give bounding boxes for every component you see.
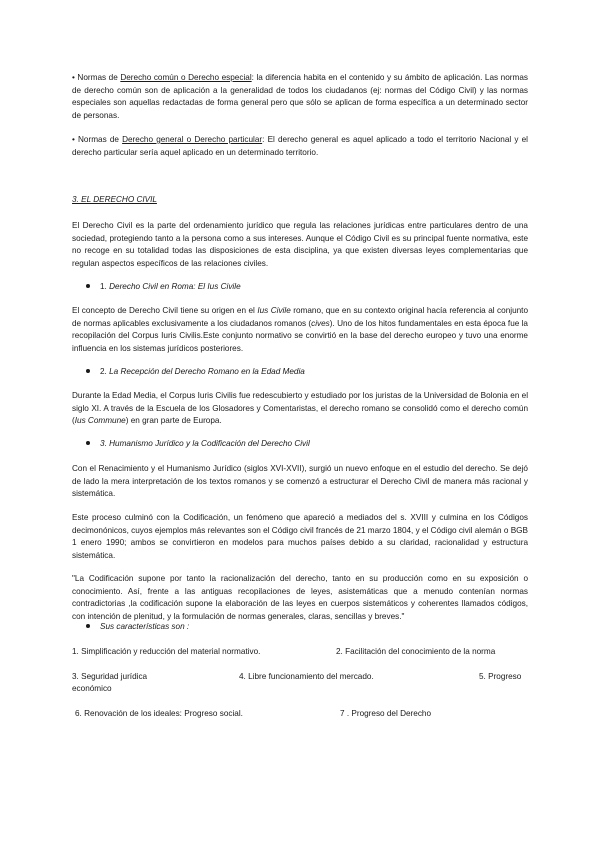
quote-text: "La Codificación supone por tanto la racionalización del derecho, tanto en su producción como en su exposición o conocimiento. Así, frente a las antiguas recopilaciones de leyes, asistemáticas que a menudo contenían normas contradictorias ,la codificación supone la elaboración de las leyes en cuerpos sistemáticos y coherentes llamados códigos, con intención de plenitud, y la formulación de normas generales, claras, sencillas y breves." bbox=[72, 574, 528, 621]
list-item: 5. Progreso bbox=[479, 672, 522, 681]
bullet-number: 2. bbox=[100, 367, 107, 376]
humanismo-text: Con el Renacimiento y el Humanismo Jurídico (siglos XVI-XVII), surgió un nuevo enfoque en el estudio del derecho. Se dejó de lado la mera interpretación de los textos romanos y se comenzó a estructurar el Derecho Civil de manera más racional y sistemática. bbox=[72, 464, 528, 499]
list-item: 7 . Progreso del Derecho bbox=[340, 709, 432, 718]
term-derecho-general: Derecho general o Derecho particular bbox=[122, 135, 263, 144]
list-item: 6. Renovación de los ideales: Progreso social. bbox=[75, 709, 243, 718]
bullet-lead: • Normas de bbox=[72, 135, 123, 144]
intro-paragraph bbox=[72, 220, 528, 270]
paragraph-humanismo bbox=[72, 463, 528, 501]
text-run: romano, que en su contexto original hacía referencia al conjunto de normas aplicables exclusivamente a los ciudadanos romanos ( bbox=[72, 306, 529, 328]
term-cives: cives bbox=[311, 318, 330, 328]
text-run: ). Uno de los hitos fundamentales en esta época fue la recopilación del Corpus Iuris Civilis.Este conjunto normativo se convirtió en la base del derecho europeo y tuvo una enorme influencia en los sistemas jurídicos posteriores. bbox=[72, 318, 528, 353]
bullet-title: . Humanismo Jurídico y la Codificación del Derecho Civil bbox=[104, 439, 310, 448]
intro-text: El Derecho Civil es la parte del ordenamiento jurídico que regula las relaciones jurídicas entre particulares dentro de una sociedad, protegiendo tanto a la persona como a sus intereses. Aunque el Código Civil es su principal fuente normativa, este no recoge en su totalidad todas las disposiciones de esta disciplina, ya que existen diversas leyes complementarias que regulan aspectos específicos de las relaciones civiles. bbox=[72, 221, 528, 268]
paragraph-roma bbox=[72, 305, 528, 355]
bullet-dot-icon bbox=[86, 284, 90, 288]
paragraph-derecho-comun bbox=[72, 72, 528, 122]
bullet-heading-1 bbox=[86, 281, 241, 293]
bullet-dot-icon bbox=[86, 441, 90, 445]
list-item: 1. Simplificación y reducción del material normativo. bbox=[72, 647, 261, 656]
bullet-heading-2 bbox=[86, 366, 305, 378]
bullet-title: Derecho Civil en Roma: El Ius Civile bbox=[106, 282, 241, 291]
text-run: Durante la Edad Media, el Corpus Iuris Civilis fue redescubierto y estudiado por los juristas de la Universidad de Bolonia en el siglo XI. A través de la Escuela de los Glosadores y Comentaristas, el derecho romano se consolidó como el derecho común ( bbox=[72, 391, 529, 426]
bullet-dot-icon bbox=[86, 369, 90, 373]
quote-paragraph bbox=[72, 573, 528, 623]
bullet-caracteristicas bbox=[86, 621, 189, 633]
paragraph-text: : la diferencia habita en el contenido y su ámbito de aplicación. Las normas de derecho común son de aplicación a la generalidad de todos los ciudadanos (ej: normas del Código Civil) y las normas especiales son aquellas redactadas de forma general pero que sólo se aplican de forma específica a un determinado sector de personas. bbox=[72, 73, 528, 120]
bullet-dot-icon bbox=[86, 624, 90, 628]
term-ius-civile: Ius Civile bbox=[257, 306, 291, 315]
term-derecho-comun: Derecho común o Derecho especial bbox=[120, 73, 252, 82]
codificacion-text: Este proceso culminó con la Codificación, un fenómeno que apareció a mediados del s. XVIII y culmina en los Códigos decimonónicos, cuyos ejemplos más relevantes son el Código civil francés de 21 marzo 1804, y el Código civil alemán o BGB 1 enero 1990; ambos se convirtieron en modelos para muchos países debido a su claridad, racionalidad y estructura sistemática. bbox=[72, 513, 528, 560]
bullet-number: 3 bbox=[100, 439, 105, 448]
bullet-number: 1. bbox=[100, 282, 107, 291]
text-run: ) en gran parte de Europa. bbox=[125, 416, 222, 426]
text-run: El concepto de Derecho Civil tiene su origen en el bbox=[72, 306, 258, 315]
bullet-heading-3 bbox=[86, 438, 310, 450]
term-ius-commune: Ius Commune bbox=[74, 416, 126, 426]
paragraph-codificacion bbox=[72, 512, 528, 562]
list-item: 3. Seguridad jurídica bbox=[72, 672, 148, 681]
list-item: 4. Libre funcionamiento del mercado. bbox=[239, 672, 374, 681]
paragraph-edad-media bbox=[72, 390, 528, 428]
section-title: 3. EL DERECHO CIVIL bbox=[72, 195, 157, 204]
bullet-lead: • Normas de bbox=[72, 73, 121, 82]
list-item: económico bbox=[72, 684, 112, 693]
bullet-title: La Recepción del Derecho Romano en la Edad Media bbox=[106, 367, 305, 376]
caracteristicas-title: Sus características son : bbox=[100, 622, 190, 631]
list-item: 2. Facilitación del conocimiento de la norma bbox=[336, 647, 496, 656]
paragraph-derecho-general bbox=[72, 134, 528, 159]
paragraph-text: : El derecho general es aquel aplicado a todo el territorio Nacional y el derecho particular sería aquel aplicado en un determinado territorio. bbox=[72, 135, 528, 157]
